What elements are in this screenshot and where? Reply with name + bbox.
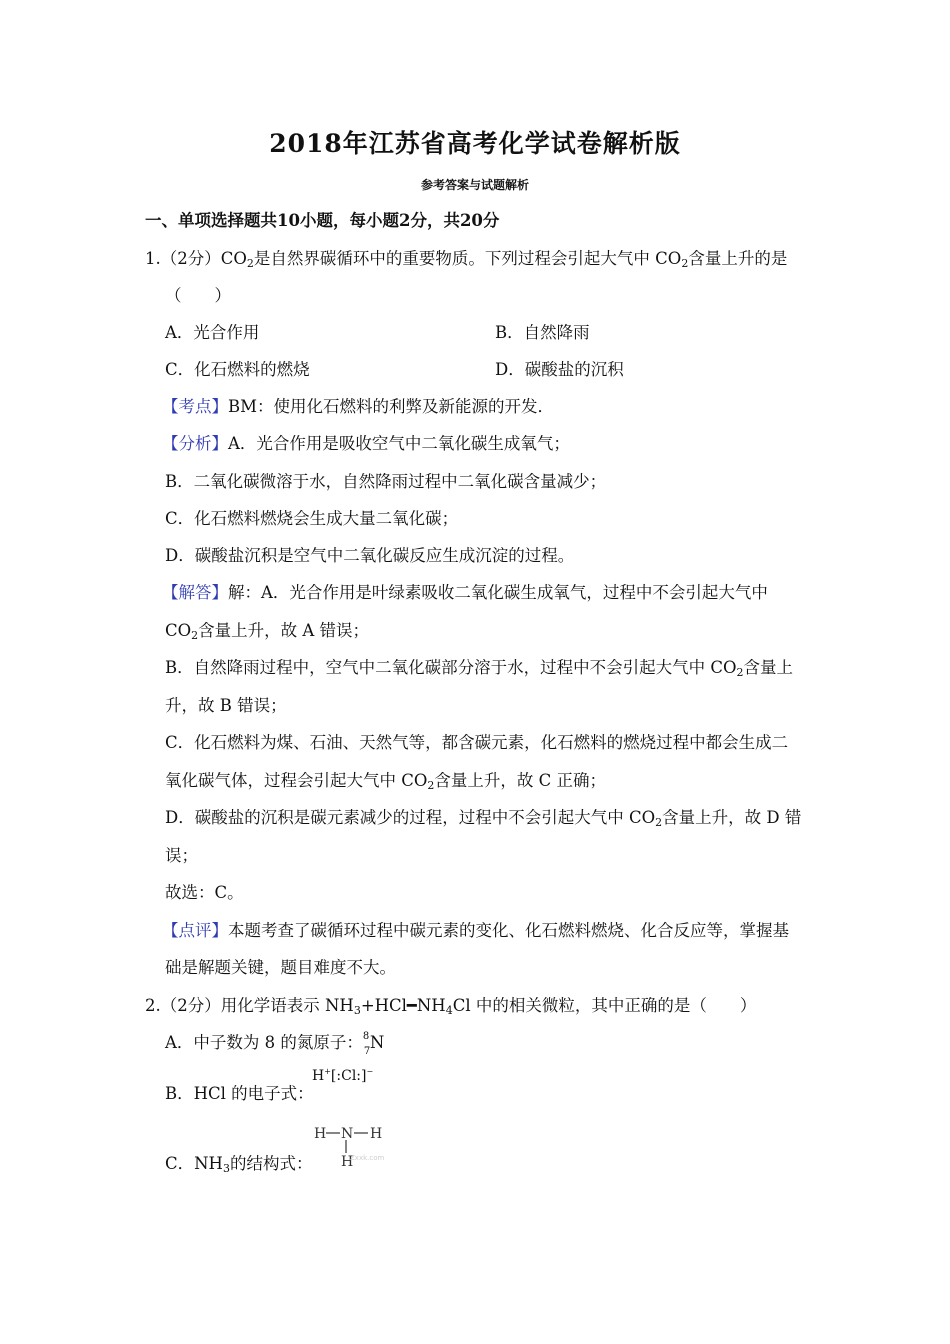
struct-atom-h-right: H bbox=[370, 1126, 383, 1142]
q1-option-c: C．化石燃料的燃烧 bbox=[165, 360, 310, 379]
watermark-text: Zxxk.com bbox=[350, 1154, 385, 1162]
q1-jieda-b1: B．自然降雨过程中，空气中二氧化碳部分溶于水，过程中不会引起大气中 $CO_2$含量上 bbox=[165, 658, 794, 679]
struct-atom-h-left: H bbox=[314, 1126, 327, 1142]
page-subtitle: 参考答案与试题解析 bbox=[420, 178, 529, 192]
struct-atom-n: N bbox=[341, 1126, 354, 1142]
q1-fenxi-a: 【分析】A．光合作用是吸收空气中二氧化碳生成氧气； bbox=[162, 434, 570, 453]
q1-option-b: B．自然降雨 bbox=[495, 323, 590, 342]
q1-answer: 故选：C。 bbox=[165, 883, 244, 902]
struct-atom-h-bottom: H bbox=[341, 1154, 354, 1170]
q1-jieda-d1: D．碳酸盐的沉积是碳元素减少的过程，过程中不会引起大气中 $CO_2$含量上升，故 D 错 bbox=[165, 808, 802, 829]
q1-jieda-a2: $CO_2$含量上升，故 A 错误； bbox=[165, 621, 370, 642]
q1-jieda-c1: C．化石燃料为煤、石油、天然气等，都含碳元素，化石燃料的燃烧过程中都会生成二 bbox=[165, 733, 789, 752]
q2-option-b: B．HCl 的电子式： bbox=[165, 1084, 314, 1103]
q1-fenxi-b: B．二氧化碳微溶于水，自然降雨过程中二氧化碳含量减少； bbox=[165, 472, 607, 491]
q1-dianping-1: 【点评】本题考查了碳循环过程中碳元素的变化、化石燃料燃烧、化合反应等，掌握基 bbox=[162, 921, 789, 940]
fenxi-tag: 【分析】 bbox=[162, 434, 228, 453]
q1-jieda-b2: 升，故 B 错误； bbox=[165, 696, 287, 715]
q2-option-a: A．中子数为 8 的氮原子： 8 7 N bbox=[165, 1031, 385, 1057]
q2-stem: 2.（2分）用化学语表示 $NH_3+HCl━NH_4Cl$ 中的相关微粒，其中正确的是（ ） bbox=[145, 996, 757, 1017]
q1-kaodian: 【考点】BM：使用化石燃料的利弊及新能源的开发． bbox=[162, 397, 555, 416]
q1-option-a: A．光合作用 bbox=[165, 323, 260, 342]
q1-dianping-2: 础是解题关键，题目难度不大。 bbox=[165, 958, 396, 977]
q1-jieda-a1: 【解答】解：A．光合作用是叶绿素吸收二氧化碳生成氧气，过程中不会引起大气中 bbox=[162, 583, 768, 602]
q1-paren: （ ） bbox=[165, 286, 231, 305]
q1-stem: 1.（2分）$CO_2$是自然界碳循环中的重要物质。下列过程会引起大气中 $CO_2$含量上升的是 bbox=[145, 249, 788, 270]
q2-option-c: C．$NH_3$的结构式： bbox=[165, 1154, 313, 1175]
jieda-tag: 【解答】 bbox=[162, 583, 228, 602]
q1-jieda-d2: 误； bbox=[165, 846, 198, 865]
q1-fenxi-d: D．碳酸盐沉积是空气中二氧化碳反应生成沉淀的过程。 bbox=[165, 546, 575, 565]
q1-option-d: D．碳酸盐的沉积 bbox=[495, 360, 624, 379]
dianping-tag: 【点评】 bbox=[162, 921, 228, 940]
q1-fenxi-c: C．化石燃料燃烧会生成大量二氧化碳； bbox=[165, 509, 459, 528]
page-title: 2018年江苏省高考化学试卷解析版 bbox=[269, 129, 681, 158]
nuclide-notation: 8 7 N bbox=[362, 1031, 385, 1057]
q1-jieda-c2: 氧化碳气体，过程会引起大气中 $CO_2$含量上升，故 C 正确； bbox=[165, 771, 607, 792]
nh3-structural-formula bbox=[310, 1120, 390, 1170]
kaodian-tag: 【考点】 bbox=[162, 397, 228, 416]
section-heading: 一、单项选择题共10小题，每小题2分，共20分 bbox=[145, 211, 500, 230]
hcl-electron-formula: H+[:Cl:]− bbox=[312, 1067, 374, 1084]
